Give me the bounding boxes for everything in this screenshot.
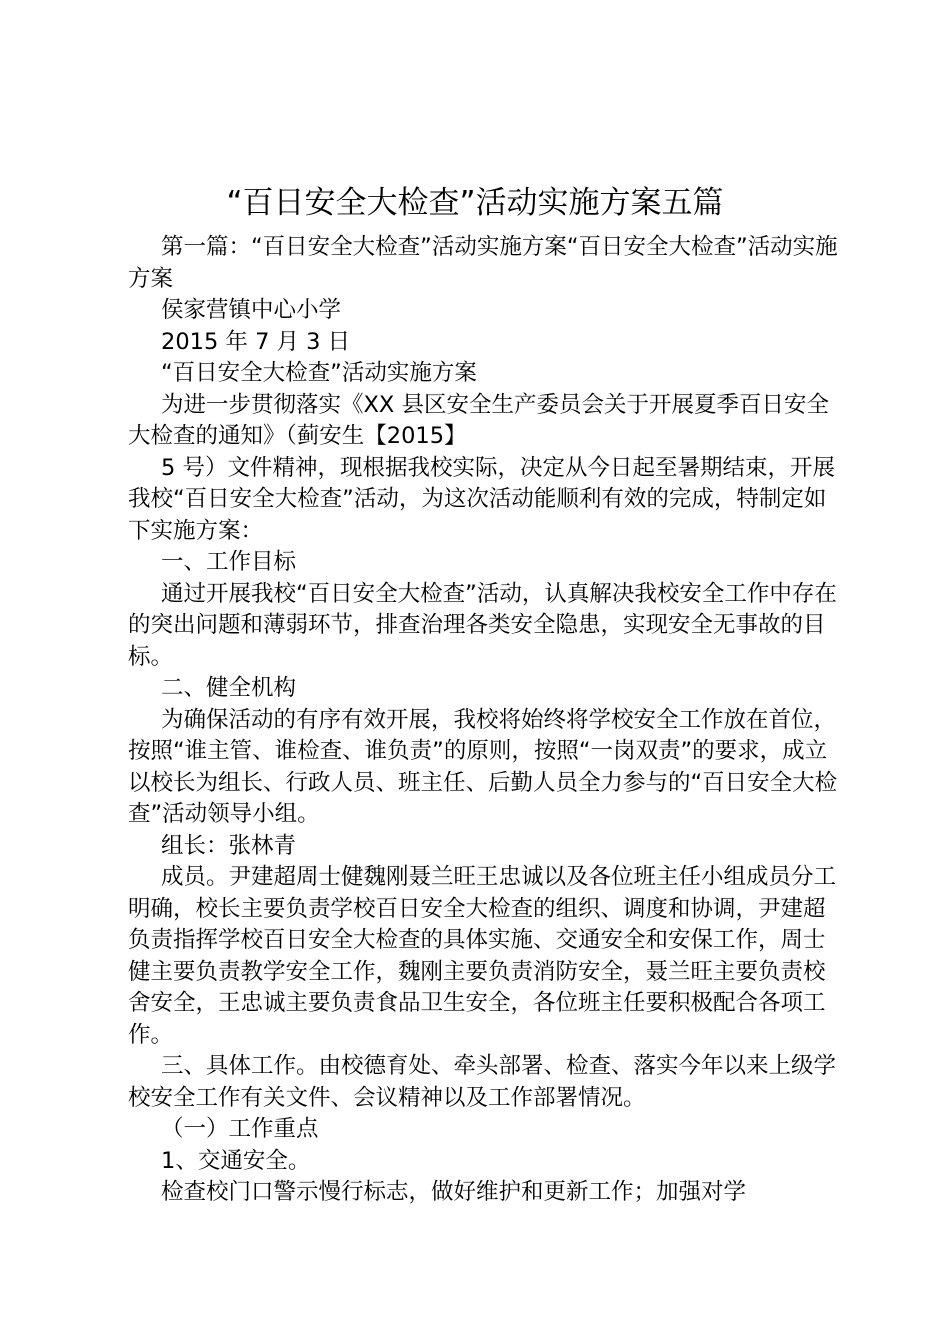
document-title: “百日安全大检查”活动实施方案五篇 bbox=[226, 185, 724, 221]
paragraph: 通过开展我校“百日安全大检查”活动，认真解决我校安全工作中存在的突出问题和薄弱环节，排查治理各类安全隐患，实现安全无事故的目标。 bbox=[128, 580, 837, 670]
paragraph: 二、健全机构 bbox=[161, 675, 297, 701]
paragraph: 5 号）文件精神，现根据我校实际，决定从今日起至暑期结束，开展我校“百日安全大检查”活动，为这次活动能顺利有效的完成，特制定如下实施方案： bbox=[128, 454, 835, 544]
paragraph: 侯家营镇中心小学 bbox=[161, 297, 342, 323]
paragraph: 成员。尹建超周士健魏刚聂兰旺王忠诚以及各位班主任小组成员分工明确，校长主要负责学校百日安全大检查的组织、调度和协调，尹建超负责指挥学校百日安全大检查的具体实施、交通安全和安保工作，周士健主要负责教学安全工作，魏刚主要负责消防安全，聂兰旺主要负责校舍安全，王忠诚主要负责食品卫生安全，各位班主任要积极配合各项工作。 bbox=[128, 864, 837, 1048]
paragraph: “百日安全大检查”活动实施方案 bbox=[161, 360, 477, 386]
paragraph: 为确保活动的有序有效开展，我校将始终将学校安全工作放在首位，按照“谁主管、谁检查、谁负责”的原则，按照“一岗双责”的要求，成立以校长为组长、行政人员、班主任、后勤人员全力参与的“百日安全大检查”活动领导小组。 bbox=[128, 706, 838, 827]
paragraph: 2015 年 7 月 3 日 bbox=[161, 328, 351, 355]
paragraph: （一）工作重点 bbox=[161, 1116, 319, 1142]
paragraph: 组长：张林青 bbox=[161, 832, 297, 859]
paragraph: 为进一步贯彻落实《XX 县区安全生产委员会关于开展夏季百日安全大检查的通知》（蓟安生【2015】 bbox=[128, 391, 829, 449]
document-body bbox=[128, 232, 838, 1209]
paragraph: 三、具体工作。由校德育处、牵头部署、检查、落实今年以来上级学校安全工作有关文件、会议精神以及工作部署情况。 bbox=[128, 1053, 837, 1111]
paragraph: 一、工作目标 bbox=[161, 549, 297, 575]
paragraph: 检查校门口警示慢行标志，做好维护和更新工作；加强对学 bbox=[161, 1179, 747, 1205]
paragraph: 1、交通安全。 bbox=[161, 1147, 311, 1174]
paragraph: 第一篇：“百日安全大检查”活动实施方案“百日安全大检查”活动实施方案 bbox=[128, 234, 838, 292]
